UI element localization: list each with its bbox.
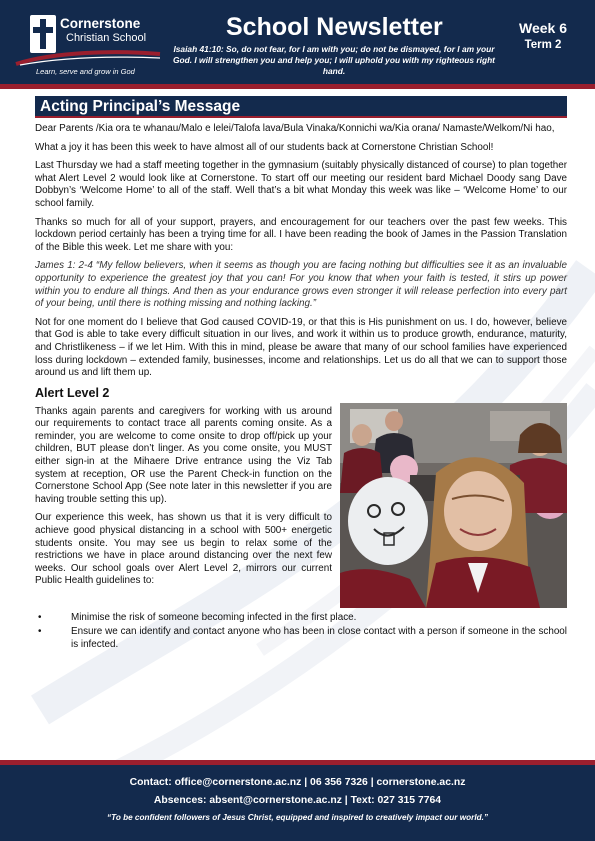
newsletter-body [35, 96, 567, 653]
paragraph: Our experience this week, has shown us that it is very difficult to achieve good physical distancing in a school with 500+ energetic students onsite. You may see us begin to relax some of the restrictions we have in place around distancing over the next few weeks. Our school goals over Alert Level 2, mirrors our current Public Health guidelines to: [35, 512, 332, 587]
newsletter-title: School Newsletter [226, 13, 443, 41]
contact-line: Contact: office@cornerstone.ac.nz | 06 356 7326 | cornerstone.ac.nz [129, 777, 466, 788]
list-item-text: Ensure we can identify and contact anyone who has been in close contact with a person if someone in the school is infected. [71, 626, 567, 650]
absences-line: Absences: absent@cornerstone.ac.nz | Text: 027 315 7764 [153, 795, 442, 806]
classroom-photo-image [340, 403, 567, 608]
verse-text: So, do not fear, for I am with you; do not be dismayed, for I am your God. I will strengthen you and help you; I will uphold you with my righteous right hand. [173, 44, 495, 76]
week-label: Week 6 [519, 20, 567, 36]
guidelines-list [35, 612, 567, 652]
section-heading: Acting Principal’s Message [40, 98, 241, 115]
list-item-text: Minimise the risk of someone becoming infected in the first place. [71, 611, 357, 623]
newsletter-header [0, 0, 595, 84]
scripture-quote: James 1: 2-4 “My fellow believers, when it seems as though you are facing nothing but difficulties see it as an invaluable opportunity to experience the greatest joy that you can! For you know that when your faith is tested, it stirs up power within you to endure all things. And then as your endurance grows even stronger it will release perfection into every part of your being, until there is nothing missing and nothing lacking.” [35, 260, 567, 310]
term-label: Term 2 [524, 39, 562, 51]
header-verse [170, 44, 498, 77]
greeting-paragraph: Dear Parents /Kia ora te whanau/Malo e lelei/Talofa lava/Bula Vinaka/Konnichi wa/Kia orana/ Namaste/Welkom/Ni hao, [35, 123, 555, 134]
logo-name-line2: Christian School [66, 32, 147, 44]
paragraph: Thanks so much for all of your support, prayers, and encouragement for our teachers over the past few weeks. This lockdown period certainly has been a trying time for all. I have been reading the book of James in the Passion Translation of the Bible this week. Let me share with you: [35, 216, 567, 253]
verse-reference: Isaiah 41:10: [173, 44, 224, 54]
paragraph: Not for one moment do I believe that God caused COVID-19, or that this is His punishment on us. I do, however, believe that God is able to take every difficult situation in our lives, and work it within us to produce growth, endurance, maturity, and Christlikeness – if we let Him. With this in mind, please be aware that many of our school families have experienced loss during lockdown – extended family, businesses, income and relationships. Let us do all that we can to support those around us and lift them up. [35, 316, 567, 379]
school-motto: “To be confident followers of Jesus Christ, equipped and inspired to creatively impact our world.” [107, 813, 488, 822]
section-heading-bar [35, 96, 567, 118]
alert-level-heading: Alert Level 2 [35, 385, 110, 400]
list-item [35, 626, 567, 651]
paragraph: Last Thursday we had a staff meeting together in the gymnasium (suitably physically distanced of course) to plan together what Alert Level 2 would look like at Cornerstone. To start off our meeting our resident bard Michael Doody sang Dave Dobbyn’s ‘Welcome Home’ to all of the staff. Well that’s a bit what Monday this week was like – ‘Welcome Home’ to our school family. [35, 160, 567, 209]
list-item [35, 612, 567, 625]
paragraph: Thanks again parents and caregivers for working with us around our requirements to contact trace all parents coming onsite. As a reminder, you are welcome to come onsite to drop off/pick up your children, BUT please don’t linger. As you come onsite, you MUST either sign-in at the Mihaere Drive entrance using the Viz Tab system at reception, OR use the Parent Check-in function on the Cornerstone School App (See note later in this newsletter if you are having trouble setting this up). [35, 405, 332, 505]
bullet-icon: • [38, 611, 42, 623]
newsletter-footer [0, 765, 595, 841]
school-logo [14, 12, 164, 78]
paragraph: What a joy it has been this week to have almost all of our students back at Cornerstone Christian School! [35, 141, 494, 153]
logo-swoosh [14, 48, 162, 66]
students-photo [340, 403, 567, 608]
logo-tagline: Learn, serve and grow in God [36, 67, 135, 76]
logo-name-line1: Cornerstone [60, 16, 141, 31]
bullet-icon: • [38, 626, 42, 638]
header-accent-stripe [0, 84, 595, 89]
